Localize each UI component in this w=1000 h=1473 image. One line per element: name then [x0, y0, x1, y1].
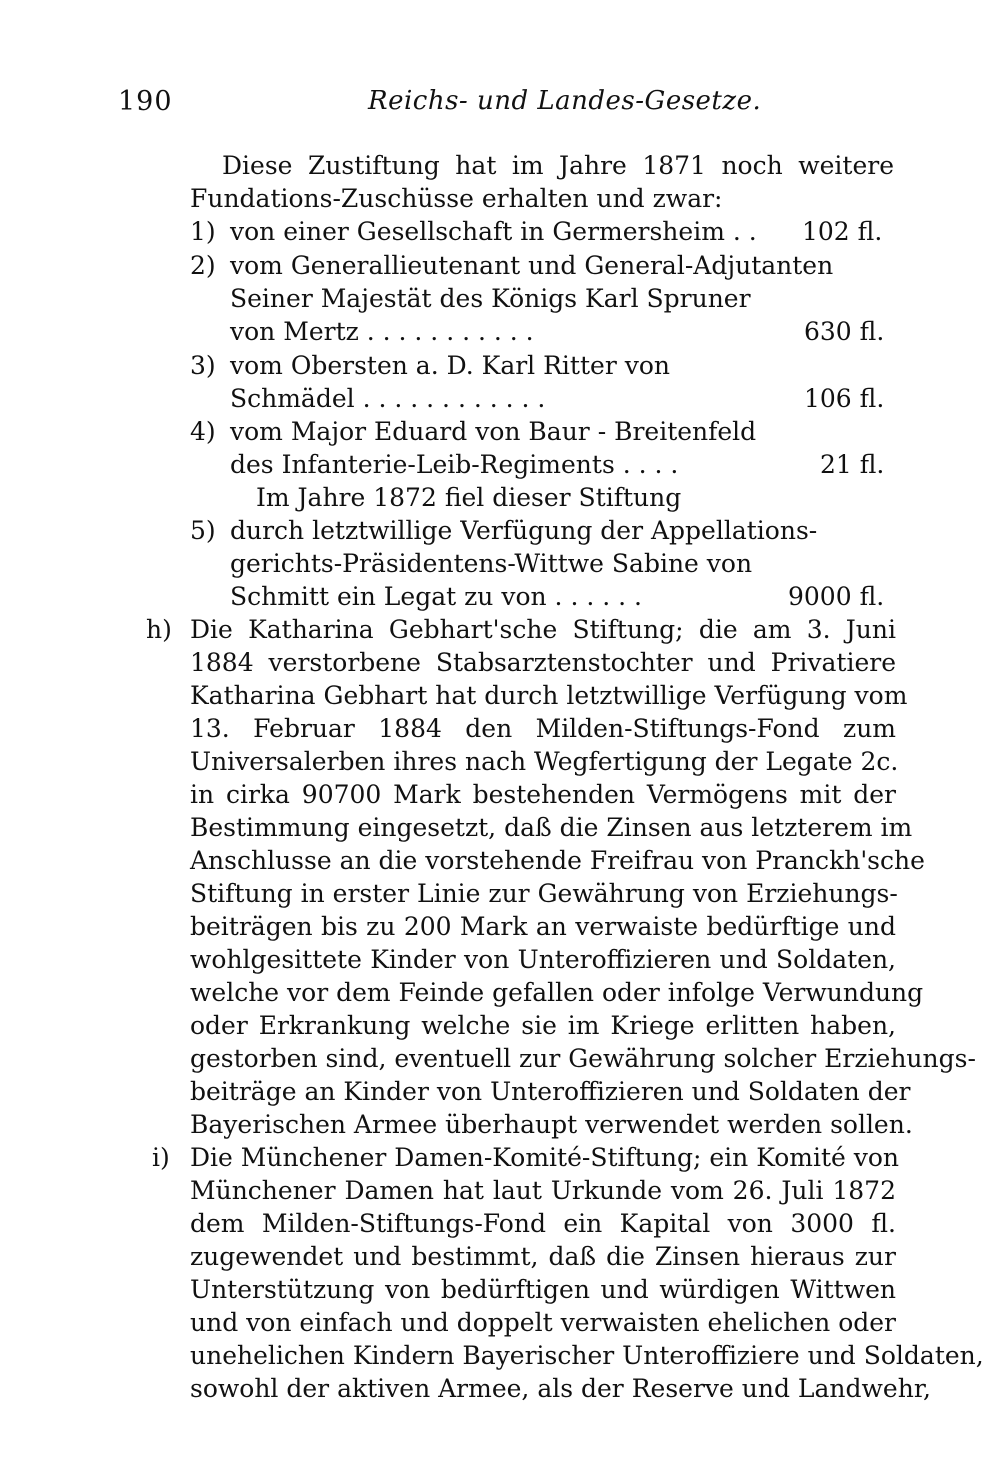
- list-item-number: 4): [190, 417, 216, 446]
- section-h-line: beiträgen bis zu 200 Mark an verwaiste bedürftige und: [190, 912, 896, 941]
- list-item-continuation: [230, 548, 790, 580]
- list-item-continuation: [230, 316, 900, 348]
- section-i-line: Münchener Damen hat laut Urkunde vom 26. Juli 1872: [190, 1176, 896, 1205]
- section-h-line: welche vor dem Feinde gefallen oder infolge Verwundung: [190, 978, 924, 1007]
- list-item-number: 1): [190, 217, 216, 246]
- section-h-line: gestorben sind, eventuell zur Gewährung solcher Erziehungs-: [190, 1044, 976, 1073]
- list-item-text: Seiner Majestät des Königs Karl Spruner: [230, 284, 751, 313]
- page-number: 190: [118, 86, 173, 117]
- list-item-amount: 630 fl.: [804, 317, 885, 346]
- intro-line-2: Fundations-Zuschüsse erhalten und zwar:: [190, 184, 723, 213]
- section-marker: i): [152, 1143, 170, 1172]
- section-i-line: Die Münchener Damen-Komité-Stiftung; ein Komité von: [190, 1143, 900, 1172]
- section-marker: h): [146, 615, 172, 644]
- section-h-line: Universalerben ihres nach Wegfertigung der Legate 2c.: [190, 747, 899, 776]
- list-item-continuation: [230, 449, 900, 481]
- list-item-continuation: [230, 581, 900, 613]
- list-item-amount: 102 fl.: [802, 217, 883, 246]
- section-h-line: beiträge an Kinder von Unteroffizieren und Soldaten der: [190, 1077, 911, 1106]
- section-h-line: oder Erkrankung welche sie im Kriege erlitten haben,: [190, 1011, 896, 1040]
- section-i-line: unehelichen Kindern Bayerischer Unteroffiziere und Soldaten,: [190, 1341, 984, 1370]
- running-head: Reichs- und Landes-Gesetze.: [368, 86, 762, 116]
- interlude-line: Im Jahre 1872 fiel dieser Stiftung: [256, 483, 682, 512]
- list-item-text: Schmitt ein Legat zu von . . . . . .: [230, 582, 642, 611]
- list-item-number: 3): [190, 351, 216, 380]
- list-item-text: vom Major Eduard von Baur - Breitenfeld: [230, 417, 757, 446]
- list-item-amount: 9000 fl.: [788, 582, 885, 611]
- section-h-line: 13. Februar 1884 den Milden-Stiftungs-Fond zum: [190, 714, 896, 743]
- section-h-line: Bestimmung eingesetzt, daß die Zinsen aus letzterem im: [190, 813, 913, 842]
- list-item-continuation: [230, 383, 900, 415]
- page-header: [0, 86, 1000, 126]
- list-item-5: [190, 515, 900, 547]
- section-h-line: 1884 verstorbene Stabsarztenstochter und Privatiere: [190, 648, 896, 677]
- list-item-number: 5): [190, 516, 216, 545]
- section-h-line: wohlgesittete Kinder von Unteroffizieren und Soldaten,: [190, 945, 896, 974]
- section-i-line: zugewendet und bestimmt, daß die Zinsen hieraus zur: [190, 1242, 896, 1271]
- list-item-number: 2): [190, 251, 216, 280]
- list-item-amount: 106 fl.: [804, 384, 885, 413]
- intro-line-1: Diese Zustiftung hat im Jahre 1871 noch weitere: [222, 151, 894, 180]
- list-item-text: vom Obersten a. D. Karl Ritter von: [230, 351, 670, 380]
- section-h-line: Katharina Gebhart hat durch letztwillige Verfügung vom: [190, 681, 908, 710]
- section-h-line: Bayerischen Armee überhaupt verwendet werden sollen.: [190, 1110, 913, 1139]
- section-h-line: Die Katharina Gebhart'sche Stiftung; die am 3. Juni: [190, 615, 896, 644]
- list-item-text: durch letztwillige Verfügung der Appellations-: [230, 516, 818, 545]
- section-i-line: dem Milden-Stiftungs-Fond ein Kapital von 3000 fl.: [190, 1209, 896, 1238]
- section-i-line: sowohl der aktiven Armee, als der Reserve und Landwehr,: [190, 1374, 931, 1403]
- list-item-1: [190, 216, 900, 248]
- list-item-2: [190, 250, 900, 282]
- list-item-text: von Mertz . . . . . . . . . . .: [230, 317, 534, 346]
- section-i-line: und von einfach und doppelt verwaisten ehelichen oder: [190, 1308, 896, 1337]
- list-item-text: des Infanterie-Leib-Regiments . . . .: [230, 450, 679, 479]
- section-h-line: Stiftung in erster Linie zur Gewährung von Erziehungs-: [190, 879, 898, 908]
- list-item-text: Schmädel . . . . . . . . . . . .: [230, 384, 546, 413]
- section-i-line: Unterstützung von bedürftigen und würdigen Wittwen: [190, 1275, 896, 1304]
- list-item-continuation: [230, 283, 790, 315]
- list-item-amount: 21 fl.: [820, 450, 885, 479]
- section-h-line: Anschlusse an die vorstehende Freifrau von Pranckh'sche: [190, 846, 925, 875]
- list-item-3: [190, 350, 900, 382]
- list-item-text: gerichts-Präsidentens-Wittwe Sabine von: [230, 549, 753, 578]
- list-item-text: vom Generallieutenant und General-Adjutanten: [230, 251, 834, 280]
- section-h-line: in cirka 90700 Mark bestehenden Vermögens mit der: [190, 780, 896, 809]
- list-item-4: [190, 416, 900, 448]
- list-item-text: von einer Gesellschaft in Germersheim . .: [230, 217, 757, 246]
